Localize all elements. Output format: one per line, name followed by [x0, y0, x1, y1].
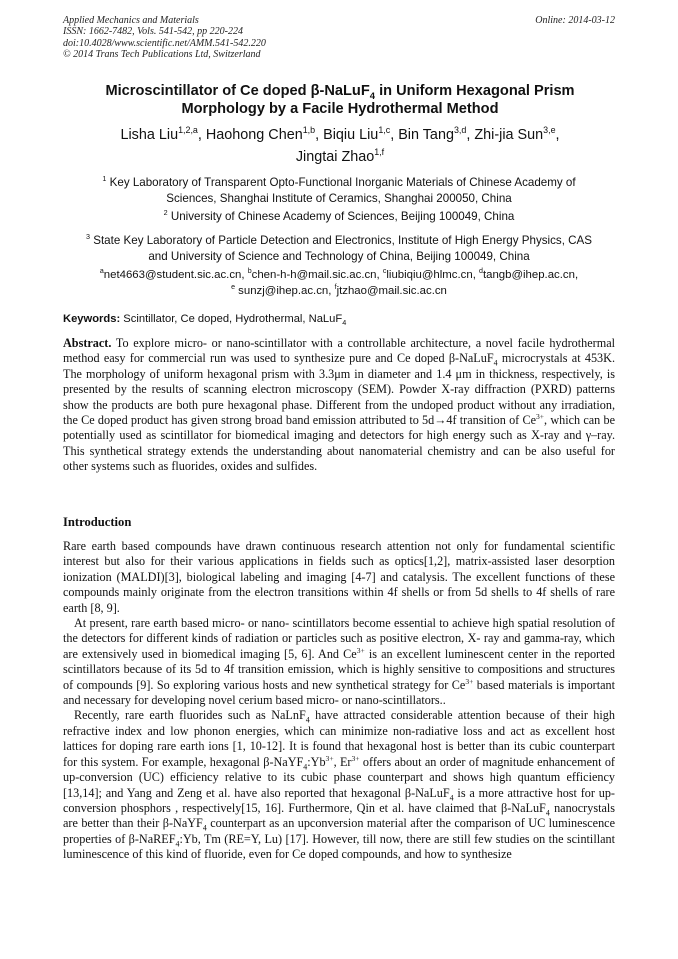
affiliation-1 [63, 175, 615, 206]
title-subscript: 4 [369, 90, 376, 102]
author-affil: 1,2,a [178, 125, 198, 136]
keywords [63, 312, 615, 326]
affiliation-text-2: and University of Science and Technology of China, Beijing 100049, China [148, 249, 530, 263]
abstract-text: , which can be potentially used as scintillator for biomedical imaging and detectors for high energy such as X-ray and γ–ray. This synthetical strategy extends the understanding about nanomaterial chemistry and can be also useful for other systems such as fluorides, oxides and sulfides. [63, 413, 615, 474]
paragraph: At present, rare earth based micro- or nano- scintillators become essential to achieve high spatial resolution of the detectors for different kinds of radiation or particles such as positive electron, X- ray and gamma-ray, which are extensively used in biomedical imaging [5, 6]. And $Ce^{3+}$ is an excellent luminescent center in the reported scintillators because of its 5d to 4f transition emission, which is highly sensitive to compositions and structures of compounds [9]. So exploring various hosts and new synthetical strategy for $Ce^{3+}$ based materials is important and necessary for developing novel cerium based micro- or nano-scintillators.. [63, 616, 616, 708]
email-link[interactable]: chen-h-h@mail.sic.ac.cn [251, 269, 377, 281]
author-sep: , [390, 127, 399, 143]
author-name: Bin Tang [398, 127, 454, 143]
title-part: Microscintillator of Ce doped β-NaLuF [105, 83, 370, 99]
author-name: Lisha Liu [120, 127, 179, 143]
abstract-superscript: 3+ [536, 411, 545, 421]
keywords-subscript: 4 [342, 318, 347, 328]
author-sep: , [197, 127, 206, 143]
journal-name: Applied Mechanics and Materials [63, 15, 199, 26]
affiliation-text: University of Chinese Academy of Sciences, Beijing 100049, China [170, 210, 515, 223]
author-affil: 1,c [378, 125, 391, 136]
affiliation-text: State Key Laboratory of Particle Detection and Electronics, Institute of High Energy Physics, CAS [93, 234, 592, 247]
abstract-label: Abstract. [63, 336, 112, 350]
author-affil: 1,b [302, 125, 316, 136]
affiliation-text-2: Sciences, Shanghai Institute of Ceramics, Shanghai 200050, China [166, 191, 512, 205]
affiliation-number: 2 [163, 208, 168, 218]
paragraph: Recently, rare earth fluorides such as NaLnF$_4$ have attracted considerable attention because of their high refractive index and low phonon energies, which can minimize non-radiative loss and act as excellent host lattices for doping rare earth ions [1, 10-12]. It is found that hexagonal host is better than its cubic counterpart for this system. For example, hexagonal $\beta-NaYF_4:Yb^{3+}$, $Er^{3+}$ offers about an order of magnitude enhancement of up-conversion (UC) efficiency relative to its cubic phase counterpart and shows high quantum efficiency [13,14]; and Yang and Zeng et al. have also reported that hexagonal β-NaLuF$_4$ is a more attractive host for up-conversion phosphors , respectively[15, 16]. Furthermore, Qin et al. have claimed that β-NaLuF$_4$ nanocrystals are better than their β-NaYF$_4$ counterpart as an upconversion material after the comparison of UC luminescence properties of β-NaREF$_4$:Yb, Tm (RE=Y, Lu) [17]. However, till now, there are still few studies on the scintillant luminescence of this kind of fluoride, even for Ce doped compounds, and how to synthesize [63, 708, 616, 862]
abstract-subscript: 4 [493, 358, 498, 368]
keywords-label: Keywords: [63, 313, 121, 325]
paper-title [60, 82, 620, 118]
author-affil: 3,e [543, 125, 556, 136]
email-link[interactable]: jtzhao@mail.sic.ac.cn [336, 284, 447, 297]
email-link[interactable]: liubiqiu@hlmc.cn [386, 269, 473, 281]
affiliation-number: 3 [85, 232, 90, 242]
author-sep: , [555, 127, 560, 143]
paragraph: Rare earth based compounds have drawn continuous research attention not only for fundamental scientific interest but also for their various applications in fields such as optics[1,2], matrix-assisted laser desorption ionization (MALDI)[3], biological labeling and imaging [4-7] and catalysis. The excellent functions of these compounds mainly originate from the electron transitions within 4f shells or from 5d shells to 4f shells of rare earth [8, 9]. [63, 539, 615, 615]
author-name: Biqiu Liu [323, 127, 379, 143]
title-part: in Uniform Hexagonal Prism [375, 83, 575, 99]
author-name: Zhi-jia Sun [474, 127, 544, 143]
abstract-text: To explore micro- or nano-scintillator with a controllable architecture, a novel facile hydrothermal method easy for commercial run was used to synthesize pure and Ce doped β-NaLuF [63, 336, 615, 366]
issn: ISSN: 1662-7482, Vols. 541-542, pp 220-224 [63, 26, 243, 38]
title-line-2: Morphology by a Facile Hydrothermal Method [181, 101, 499, 117]
online-date: Online: 2014-03-12 [535, 15, 615, 26]
author-affil: 3,d [453, 125, 467, 136]
abstract [63, 336, 615, 475]
keywords-text: Scintillator, Ce doped, Hydrothermal, NaLuF [120, 313, 343, 325]
email-link[interactable]: net4663@student.sic.ac.cn [103, 269, 242, 281]
author-sep: , [466, 127, 475, 143]
affiliation-2 [63, 209, 615, 225]
author-name: Jingtai Zhao [295, 149, 375, 165]
author-name: Haohong Chen [205, 127, 303, 143]
email-link[interactable]: tangb@ihep.ac.cn [482, 269, 575, 281]
author-sep: , [315, 127, 324, 143]
email-link[interactable]: sunzj@ihep.ac.cn [238, 284, 329, 297]
copyright: © 2014 Trans Tech Publications Ltd, Switzerland [63, 49, 261, 61]
author-list [60, 124, 620, 168]
author-emails: $^a$net4663@student.sic.ac.cn, $^b$chen-h-h@mail.sic.ac.cn, $^c$liubiqiu@hlmc.cn, $^d$tangb@ihep.ac.cn, $^e$ sunzj@ihep.ac.cn, $^f$jtzhao@mail.sic.ac.cn [99, 268, 579, 297]
affiliation-number: 1 [102, 174, 107, 184]
introduction-body [63, 539, 615, 863]
affiliation-text: Key Laboratory of Transparent Opto-Functional Inorganic Materials of Chinese Academy of [109, 176, 576, 189]
doi[interactable]: doi:10.4028/www.scientific.net/AMM.541-542.220 [63, 37, 266, 49]
affiliation-3 [63, 233, 615, 264]
section-heading-introduction: Introduction [63, 515, 132, 529]
abstract-text: microcrystals at 453K. The morphology of uniform hexagonal prism with 3.3μm in diameter and 1.4 μm in thickness, respectively, is presented by the results of scanning electron microscopy (SEM). Powder X-ray diffraction (PXRD) patterns show the products are both pure hexagonal phase. Different from the undoped product without any irradiation, the Ce doped product has given strong broad band emission attributed to 5d→4f transition of Ce [63, 351, 615, 428]
author-affil: 1,f [374, 147, 385, 158]
journal-header [63, 15, 615, 61]
